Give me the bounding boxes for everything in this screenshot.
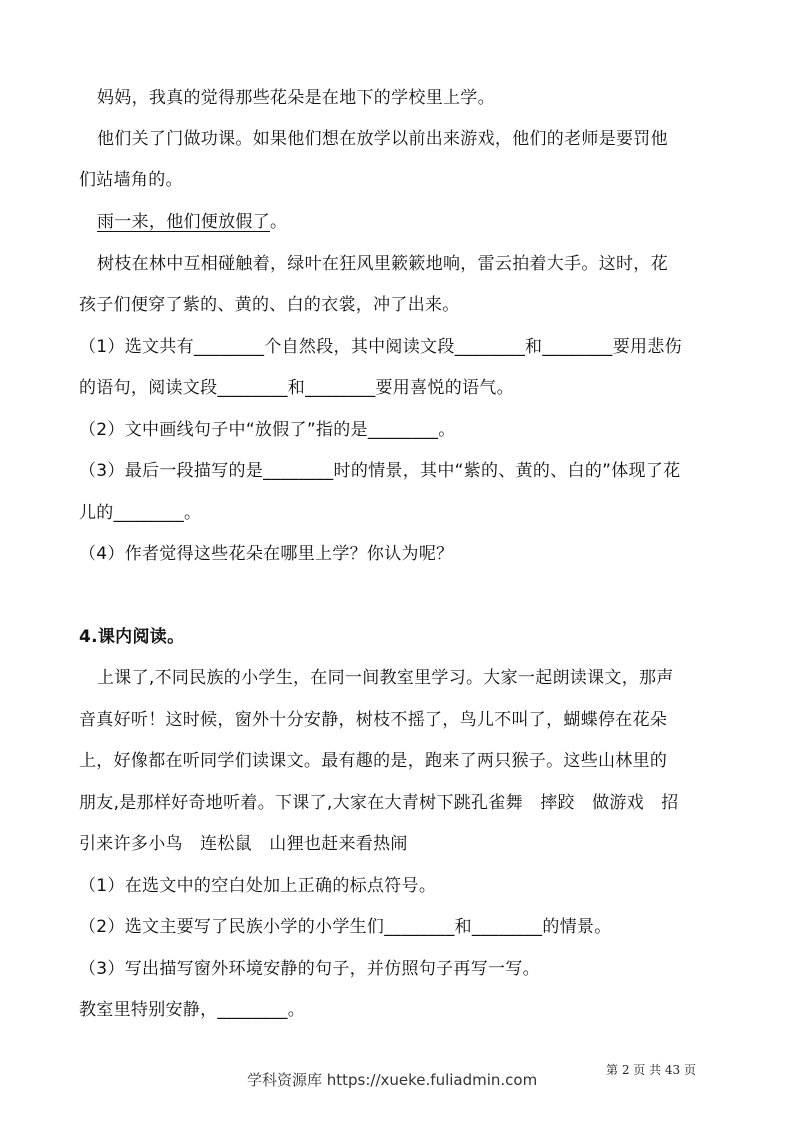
passage1-p3 [97,210,287,234]
section4-line2: 音真好听！这时候，窗外十分安静，树枝不摇了，鸟儿不叫了，蝴蝶停在花朵 [79,710,668,730]
passage1-p1: 妈妈，我真的觉得那些花朵是在地下的学校里上学。 [97,88,495,108]
underlined-sentence: 雨一来，他们便放假了 [97,212,270,232]
page-number: 第 2 页 共 43 页 [606,1063,696,1077]
footer-watermark: 学科资源库 https://xueke.fuliadmin.com [247,1071,538,1089]
section4-line3: 上，好像都在听同学们读课文。最有趣的是，跑来了两只猴子。这些山林里的 [79,751,668,771]
section4-line5: 引来许多小鸟 连松鼠 山狸也赶来看热闹 [79,834,408,854]
passage1-p2-line2: 们站墙角的。 [79,170,183,190]
section4-question3-answer: 教室里特别安静，________。 [79,1000,306,1020]
section4-line1: 上课了,不同民族的小学生，在同一间教室里学习。大家一起朗读课文，那声 [97,668,674,688]
section4-question1: （1）在选文中的空白处加上正确的标点符号。 [79,876,437,896]
section4-heading: 4.课内阅读。 [79,627,185,647]
passage1-p2-line1: 他们关了门做功课。如果他们想在放学以前出来游戏，他们的老师是要罚他 [97,129,668,149]
section4-question3: （3）写出描写窗外环境安静的句子，并仿照句子再写一写。 [79,959,540,979]
section4-question2: （2）选文主要写了民族小学的小学生们________和________的情景。 [79,917,612,937]
question3-line2: 儿的________。 [79,503,202,523]
passage1-p4-line2: 孩子们便穿了紫的、黄的、白的衣裳，冲了出来。 [79,295,460,315]
passage1-p3-end: 。 [270,212,288,232]
question4: （4）作者觉得这些花朵在哪里上学？你认为呢？ [79,544,454,564]
section4-line4: 朋友,是那样好奇地听着。下课了,大家在大青树下跳孔雀舞 摔跤 做游戏 招 [79,793,679,813]
question2: （2）文中画线句子中“放假了”指的是________。 [79,420,456,440]
question3-line1: （3）最后一段描写的是________时的情景，其中“紫的、黄的、白的”体现了花 [79,461,681,481]
passage1-p4-line1: 树枝在林中互相碰触着，绿叶在狂风里簌簌地响，雷云拍着大手。这时，花 [97,254,668,274]
question1-line2: 的语句，阅读文段________和________要用喜悦的语气。 [79,378,514,398]
question1-line1: （1）选文共有________个自然段，其中阅读文段________和________要用悲伤 [79,337,682,357]
